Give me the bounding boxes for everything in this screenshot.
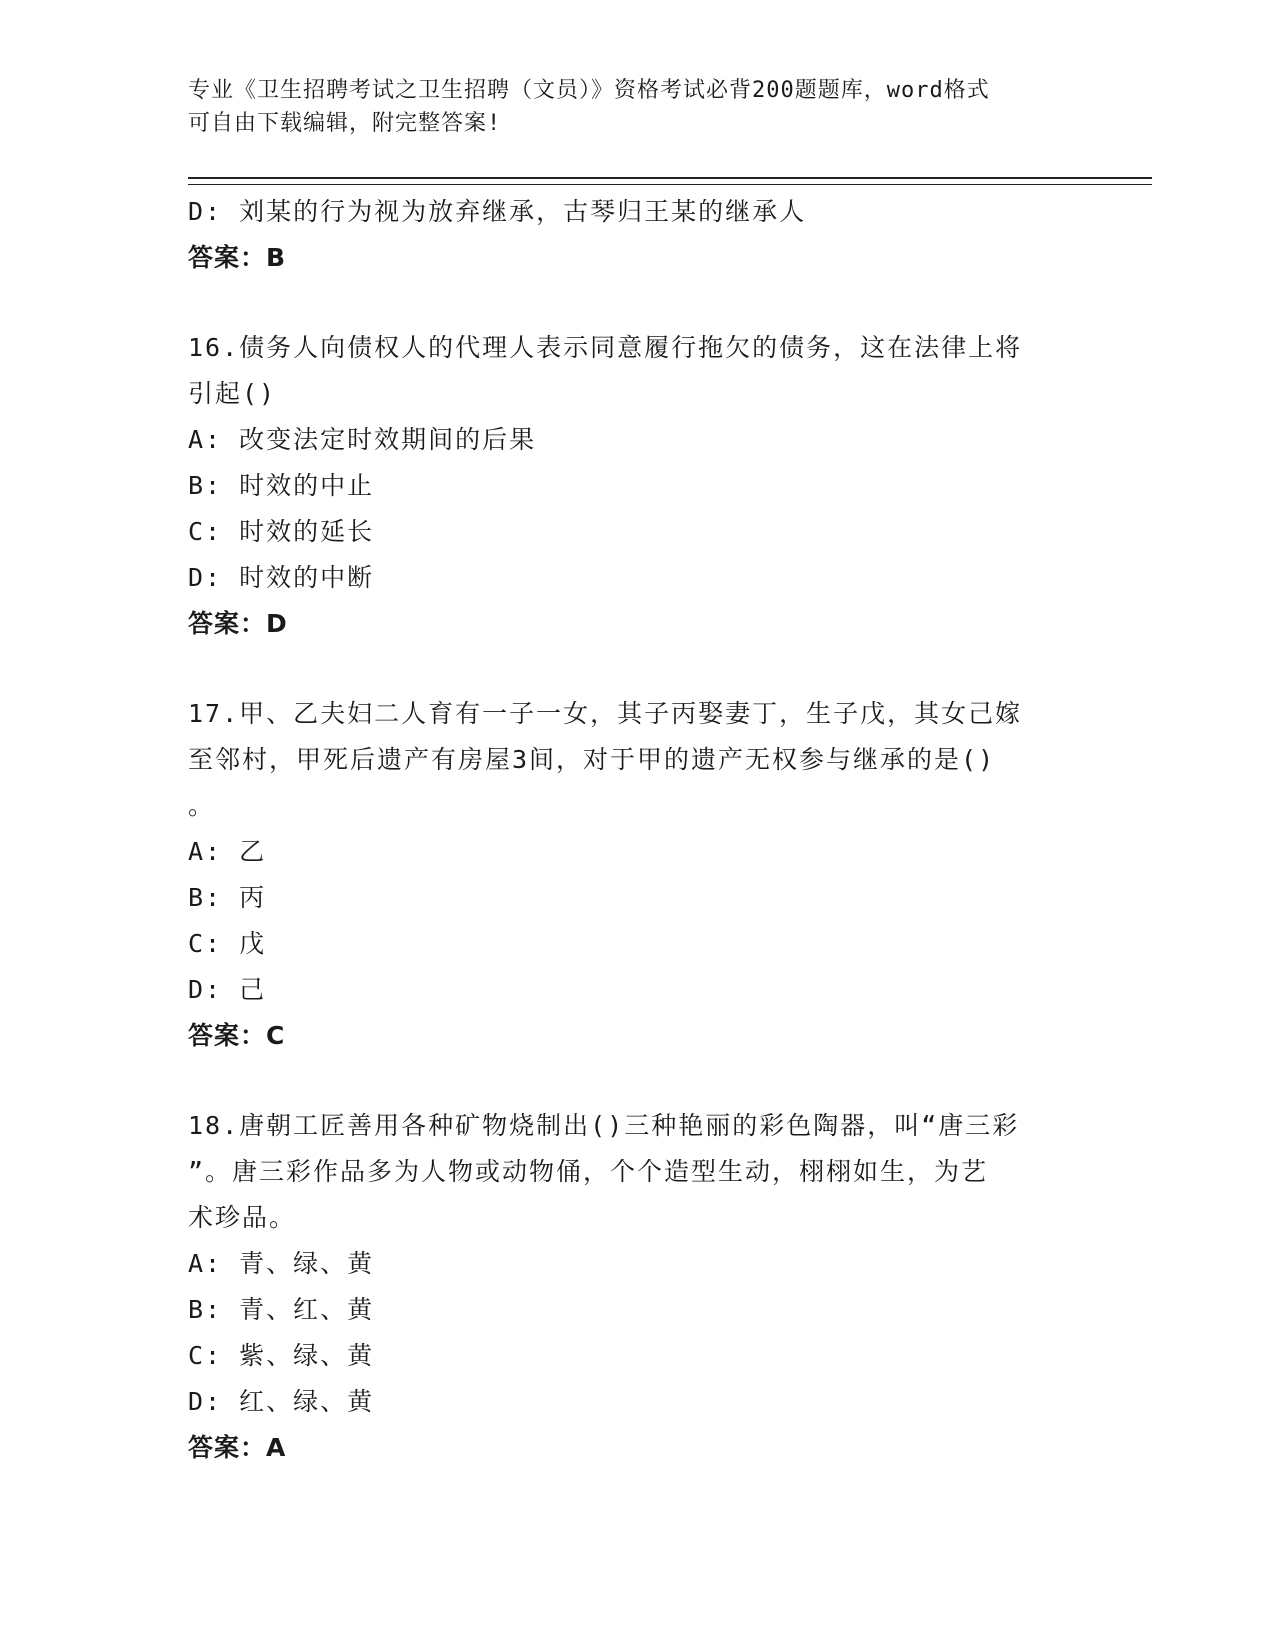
header-title-line1: 专业《卫生招聘考试之卫生招聘（文员）》资格考试必背200题题库，word格式 — [188, 78, 990, 103]
answer-line: 答案：B — [188, 243, 287, 272]
question-stem-line: ”。唐三彩作品多为人物或动物俑，个个造型生动，栩栩如生，为艺 — [188, 1157, 989, 1186]
spacer — [188, 1059, 1088, 1103]
page-header — [188, 74, 1088, 140]
option-d: D: 红、绿、黄 — [188, 1387, 375, 1416]
option-a: A: 青、绿、黄 — [188, 1249, 375, 1278]
option-b: B: 青、红、黄 — [188, 1295, 375, 1324]
question-15-tail — [188, 189, 1088, 281]
option-d: D: 刘某的行为视为放弃继承，古琴归王某的继承人 — [188, 197, 807, 226]
option-a: A: 乙 — [188, 837, 267, 866]
option-c: C: 戊 — [188, 929, 267, 958]
option-d: D: 己 — [188, 975, 267, 1004]
question-stem-line: 至邻村，甲死后遗产有房屋3间，对于甲的遗产无权参与继承的是() — [188, 745, 996, 774]
option-b: B: 丙 — [188, 883, 267, 912]
answer-line: 答案：C — [188, 1021, 286, 1050]
question-stem-line: 引起() — [188, 379, 277, 408]
option-d: D: 时效的中断 — [188, 563, 375, 592]
question-stem-line: 术珍品。 — [188, 1203, 297, 1232]
question-stem-line: 16.债务人向债权人的代理人表示同意履行拖欠的债务，这在法律上将 — [188, 333, 1023, 362]
question-stem-line: 18.唐朝工匠善用各种矿物烧制出()三种艳丽的彩色陶器，叫“唐三彩 — [188, 1111, 1020, 1140]
option-a: A: 改变法定时效期间的后果 — [188, 425, 537, 454]
option-c: C: 时效的延长 — [188, 517, 375, 546]
option-b: B: 时效的中止 — [188, 471, 375, 500]
header-title-line2: 可自由下载编辑，附完整答案! — [188, 111, 502, 136]
answer-line: 答案：D — [188, 609, 288, 638]
option-c: C: 紫、绿、黄 — [188, 1341, 375, 1370]
spacer — [188, 647, 1088, 691]
answer-line: 答案：A — [188, 1433, 287, 1462]
header-divider — [188, 177, 1152, 185]
question-18 — [188, 1103, 1088, 1471]
question-content — [188, 189, 1088, 1471]
question-stem-line: 17.甲、乙夫妇二人育有一子一女，其子丙娶妻丁，生子戊，其女己嫁 — [188, 699, 1023, 728]
question-stem-line: 。 — [188, 791, 216, 820]
question-16 — [188, 325, 1088, 647]
question-17 — [188, 691, 1088, 1059]
spacer — [188, 281, 1088, 325]
